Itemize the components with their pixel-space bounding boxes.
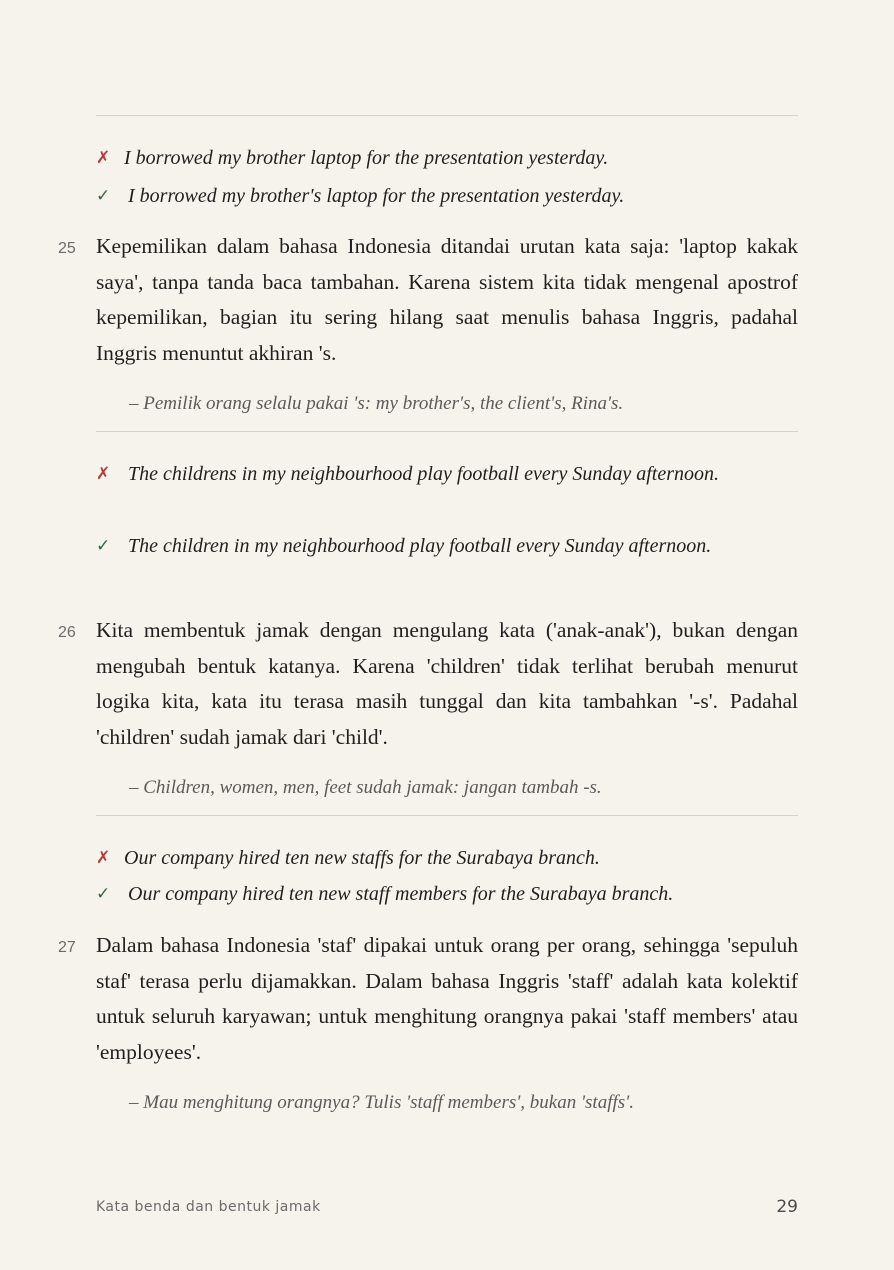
correct-example [96,529,736,563]
entry-number: 25 [58,240,76,257]
correct-example-text: I borrowed my brother's laptop for the presentation yesterday. [128,185,625,207]
correct-example [96,179,736,213]
check-icon: ✓ [96,536,111,555]
running-footer-title: Kata benda dan bentuk jamak [96,1199,321,1215]
incorrect-example [96,457,736,491]
incorrect-example [96,841,736,875]
tip-note: – Mau menghitung orangnya? Tulis 'staff members', bukan 'staffs'. [129,1092,634,1113]
correct-example [96,877,798,911]
section-divider [96,115,798,116]
cross-icon: ✗ [96,848,111,867]
check-icon: ✓ [96,186,111,205]
tip-note: – Pemilik orang selalu pakai 's: my brother's, the client's, Rina's. [129,393,624,414]
cross-icon: ✗ [96,148,111,167]
section-divider [96,431,798,432]
page-number: 29 [776,1197,798,1217]
entry-number: 26 [58,624,76,641]
explanation-paragraph: Kepemilikan dalam bahasa Indonesia ditandai urutan kata saja: 'laptop kakak saya', tanpa tanda baca tambahan. Karena sistem kita tidak mengenal apostrof kepemilikan, bagian itu sering hilang saat menulis bahasa Inggris, padahal Inggris menuntut akhiran 's. [96,234,798,365]
section-divider [96,815,798,816]
entry-number: 27 [58,939,76,956]
incorrect-example-text: I borrowed my brother laptop for the presentation yesterday. [124,147,609,169]
explanation-paragraph: Dalam bahasa Indonesia 'staf' dipakai untuk orang per orang, sehingga 'sepuluh staf' terasa perlu dijamakkan. Dalam bahasa Inggris 'staff' adalah kata kolektif untuk seluruh karyawan; untuk menghitung orangnya pakai 'staff members' atau 'employees'. [96,933,798,1064]
check-icon: ✓ [96,884,111,903]
correct-example-text: The children in my neighbourhood play football every Sunday afternoon. [128,535,712,557]
explanation-paragraph: Kita membentuk jamak dengan mengulang kata ('anak-anak'), bukan dengan mengubah bentuk katanya. Karena 'children' tidak terlihat berubah menurut logika kita, kata itu terasa masih tunggal dan kita tambahkan '-s'. Padahal 'children' sudah jamak dari 'child'. [96,618,798,749]
cross-icon: ✗ [96,464,111,483]
incorrect-example-text: The childrens in my neighbourhood play football every Sunday afternoon. [128,463,720,485]
incorrect-example-text: Our company hired ten new staffs for the Surabaya branch. [124,847,600,869]
tip-note: – Children, women, men, feet sudah jamak: jangan tambah -s. [129,777,602,798]
correct-example-text: Our company hired ten new staff members for the Surabaya branch. [128,883,674,905]
incorrect-example [96,141,736,175]
